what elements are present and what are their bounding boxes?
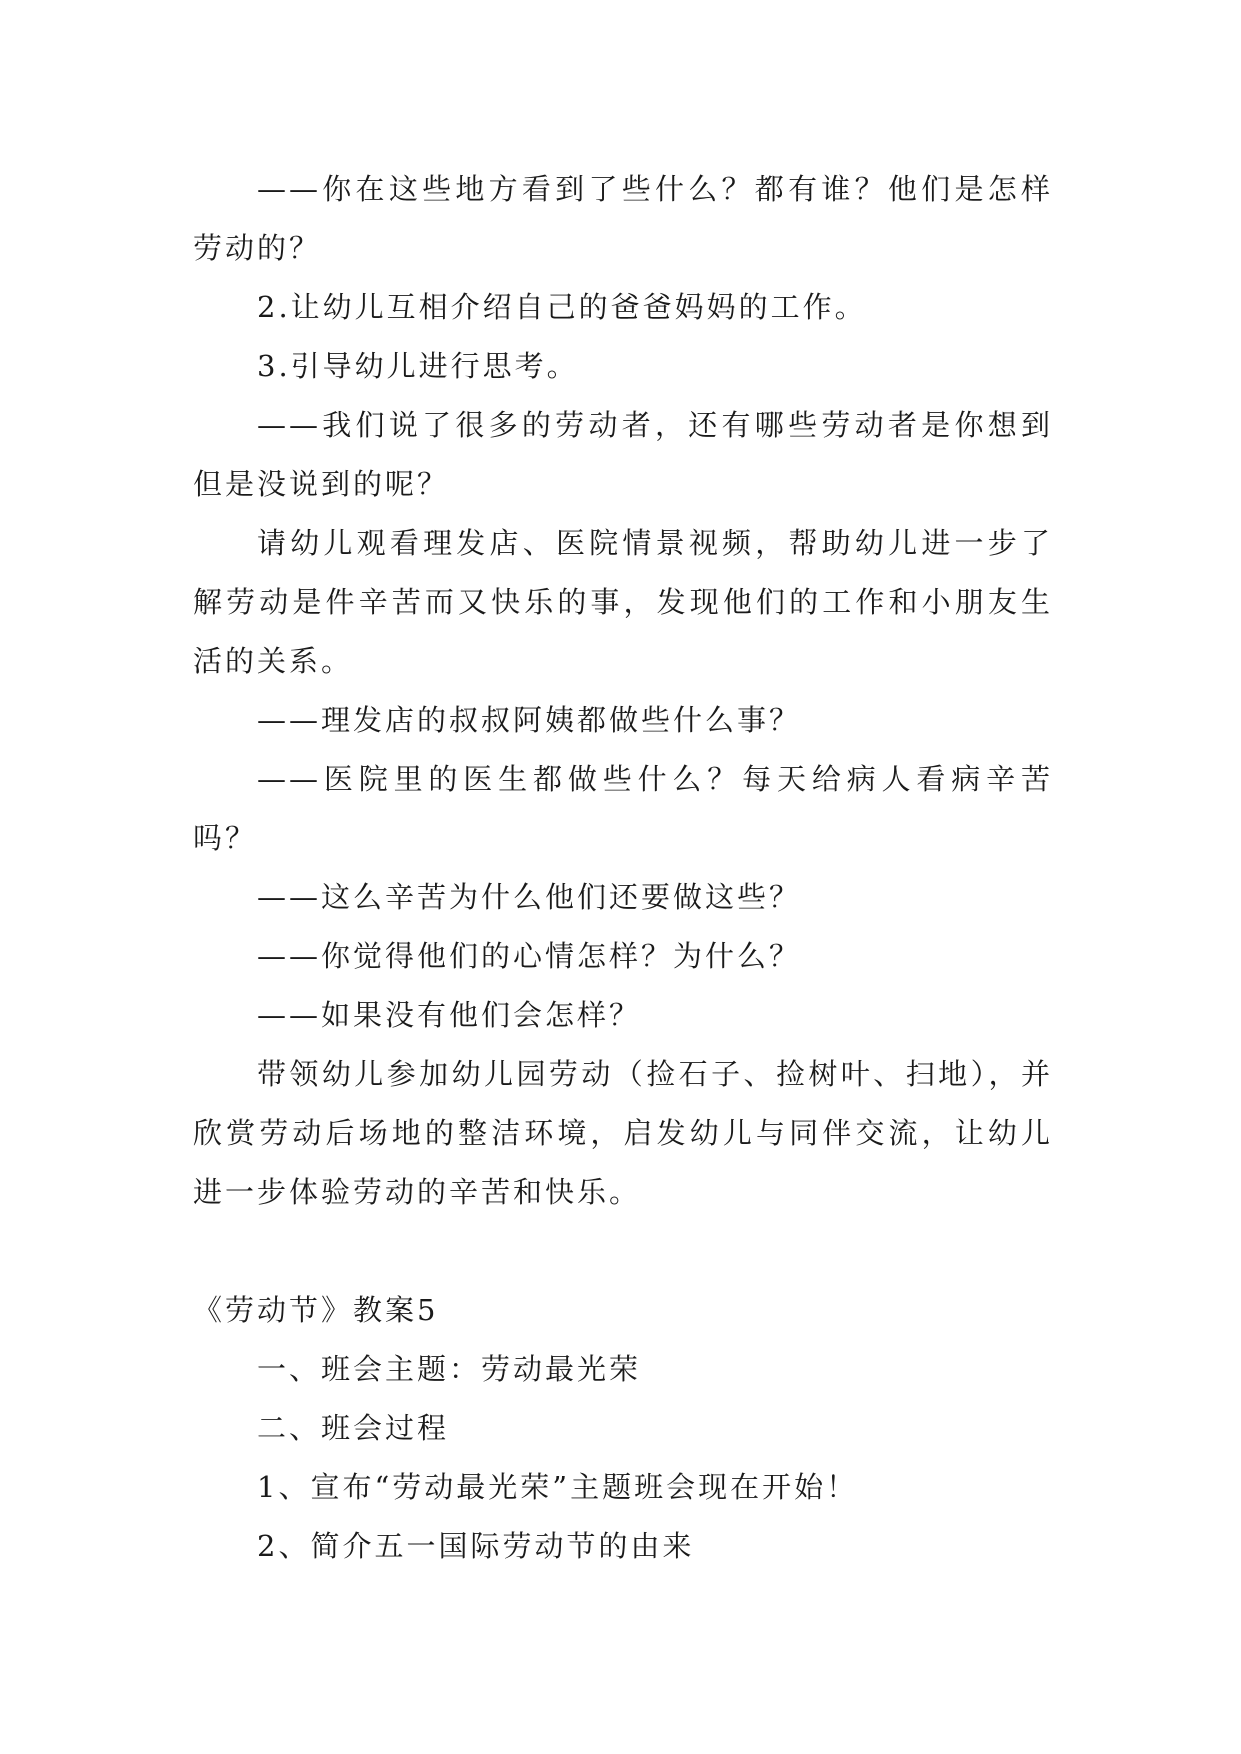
paragraph: ——理发店的叔叔阿姨都做些什么事？: [257, 703, 802, 737]
paragraph: ——如果没有他们会怎样？: [257, 998, 642, 1032]
paragraph: 2.让幼儿互相介绍自己的爸爸妈妈的工作。: [257, 290, 867, 324]
paragraph: 1、宣布“劳动最光荣”主题班会现在开始！: [257, 1470, 859, 1504]
class-meeting-section: [193, 1340, 1053, 1576]
paragraph: ——这么辛苦为什么他们还要做这些？: [257, 880, 802, 914]
paragraph: ——医院里的医生都做些什么？每天给病人看病辛苦吗？: [193, 762, 1053, 855]
paragraph: ——你在这些地方看到了些什么？都有谁？他们是怎样劳动的？: [193, 172, 1053, 265]
paragraph: 3.引导幼儿进行思考。: [257, 349, 579, 383]
paragraph: 一、班会主题：劳动最光荣: [257, 1352, 642, 1386]
lesson-activity-section: [193, 160, 1053, 1222]
section-spacer: [193, 1222, 1053, 1281]
paragraph: ——我们说了很多的劳动者，还有哪些劳动者是你想到但是没说到的呢？: [193, 408, 1053, 501]
paragraph: ——你觉得他们的心情怎样？为什么？: [257, 939, 802, 973]
paragraph: 二、班会过程: [257, 1411, 450, 1445]
paragraph: 2、简介五一国际劳动节的由来: [257, 1529, 695, 1563]
paragraph: 请幼儿观看理发店、医院情景视频，帮助幼儿进一步了解劳动是件辛苦而又快乐的事，发现他们的工作和小朋友生活的关系。: [193, 526, 1053, 678]
document-page: [193, 160, 1053, 1576]
section-title: 《劳动节》教案5: [193, 1293, 439, 1327]
paragraph: 带领幼儿参加幼儿园劳动（捡石子、捡树叶、扫地），并欣赏劳动后场地的整洁环境，启发幼儿与同伴交流，让幼儿进一步体验劳动的辛苦和快乐。: [193, 1057, 1053, 1209]
